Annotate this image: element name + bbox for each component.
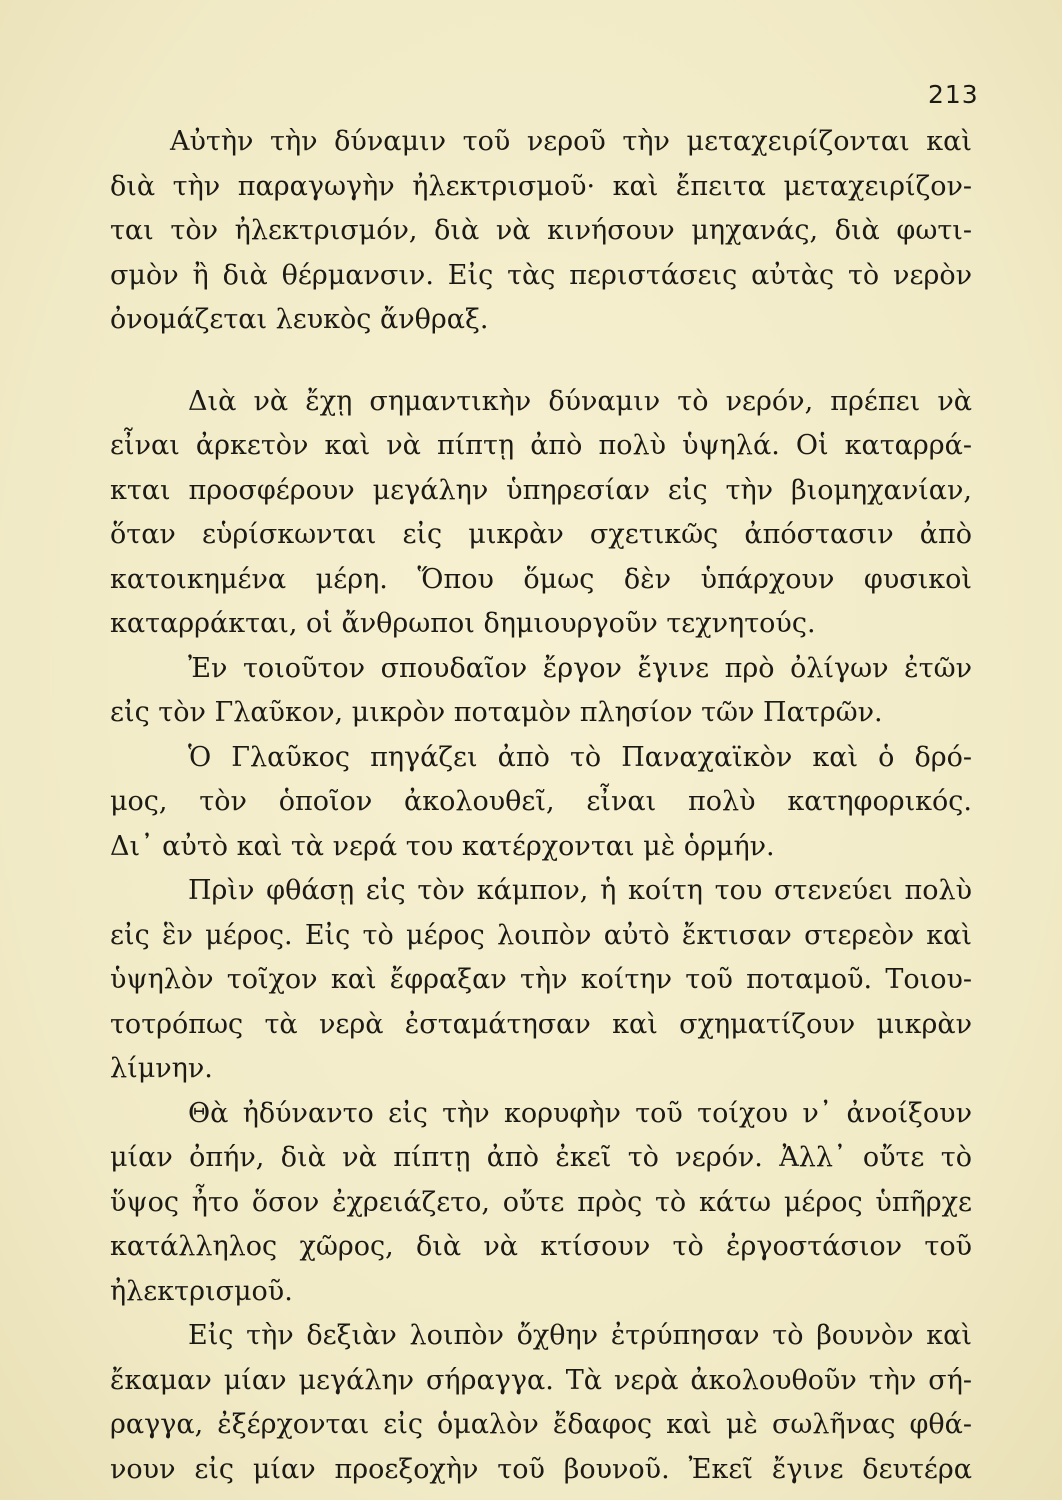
body-text (110, 120, 972, 1492)
paragraph-3 (110, 869, 972, 1092)
text-line: Εἰς τὴν δεξιὰν λοιπὸν ὄχθην ἐτρύπησαν τὸ βουνὸν καὶ (188, 1320, 972, 1351)
text-line: ἠλεκτρισμοῦ. (110, 1275, 293, 1307)
text-line: διὰ τὴν παραγωγὴν ἠλεκτρισμοῦ· καὶ ἔπειτα μεταχειρίζον- (110, 170, 972, 202)
text-line: λίμνην. (110, 1053, 213, 1084)
text-line: σμὸν ἢ διὰ θέρμανσιν. Εἰς τὰς περιστάσεις αὐτὰς τὸ νερὸν (110, 259, 972, 291)
text-line: ὑψηλὸν τοῖχον καὶ ἔφραξαν τὴν κοίτην τοῦ ποταμοῦ. Τοιου- (110, 964, 972, 995)
text-line: ὅταν εὑρίσκωνται εἰς μικρὰν σχετικῶς ἀπόστασιν ἀπὸ (110, 519, 972, 550)
text-line: Ἐν τοιοῦτον σπουδαῖον ἔργον ἔγινε πρὸ ὀλίγων ἐτῶν (188, 652, 972, 684)
text-line: ἔκαμαν μίαν μεγάλην σήραγγα. Τὰ νερὰ ἀκολουθοῦν τὴν σή- (110, 1364, 972, 1396)
text-line: ται τὸν ἠλεκτρισμόν, διὰ νὰ κινήσουν μηχανάς, διὰ φωτι- (110, 215, 972, 246)
text-line: εἰς τὸν Γλαῦκον, μικρὸν ποταμὸν πλησίον τῶν Πατρῶν. (110, 697, 883, 728)
text-line: Διὰ νὰ ἔχῃ σημαντικὴν δύναμιν τὸ νερόν, πρέπει νὰ (188, 385, 972, 417)
text-line: ὀνομάζεται λευκὸς ἄνθραξ. (110, 304, 489, 335)
text-line: Θὰ ἠδύναντο εἰς τὴν κορυφὴν τοῦ τοίχου ν᾿ ἀνοίξουν (188, 1097, 972, 1129)
text-line: ραγγα, ἐξέρχονται εἰς ὁμαλὸν ἔδαφος καὶ μὲ σωλῆνας φθά- (110, 1409, 972, 1440)
text-line: τοτρόπως τὰ νερὰ ἐσταμάτησαν καὶ σχηματίζουν μικρὰν (110, 1008, 972, 1040)
text-line: νουν εἰς μίαν προεξοχὴν τοῦ βουνοῦ. Ἐκεῖ ἔγινε δευτέρα (110, 1453, 972, 1485)
text-line: κατάλληλος χῶρος, διὰ νὰ κτίσουν τὸ ἐργοστάσιον τοῦ (110, 1231, 972, 1262)
text-line: Αὐτὴν τὴν δύναμιν τοῦ νεροῦ τὴν μεταχειρίζονται καὶ (170, 126, 972, 157)
text-line: κατοικημένα μέρη. Ὅπου ὅμως δὲν ὑπάρχουν φυσικοὶ (110, 563, 972, 595)
text-line: κται προσφέρουν μεγάλην ὑπηρεσίαν εἰς τὴν βιομηχανίαν, (110, 474, 972, 506)
text-line: εἰς ἓν μέρος. Εἰς τὸ μέρος λοιπὸν αὐτὸ ἔκτισαν στερεὸν καὶ (110, 919, 972, 951)
text-line: εἶναι ἀρκετὸν καὶ νὰ πίπτῃ ἀπὸ πολὺ ὑψηλά. Οἱ καταρρά- (110, 430, 972, 461)
page-number: 213 (928, 80, 979, 109)
text-line: καταρράκται, οἱ ἄνθρωποι δημιουργοῦν τεχνητούς. (110, 608, 816, 639)
paragraph-4 (110, 1092, 972, 1315)
paragraph-2 (110, 380, 972, 870)
text-line: Ὁ Γλαῦκος πηγάζει ἀπὸ τὸ Παναχαϊκὸν καὶ ὁ δρό- (188, 741, 972, 773)
text-line: ὕψος ἦτο ὅσον ἐχρειάζετο, οὔτε πρὸς τὸ κάτω μέρος ὑπῆρχε (110, 1186, 972, 1218)
paragraph-5 (110, 1314, 972, 1492)
text-line: Δι᾿ αὐτὸ καὶ τὰ νερά του κατέρχονται μὲ ὁρμήν. (110, 830, 775, 862)
paragraph-1 (110, 120, 972, 343)
text-line: μος, τὸν ὁποῖον ἀκολουθεῖ, εἶναι πολὺ κατηφορικός. (110, 786, 972, 817)
text-line: Πρὶν φθάσῃ εἰς τὸν κάμπον, ἡ κοίτη του στενεύει πολὺ (188, 875, 972, 906)
text-line: μίαν ὀπήν, διὰ νὰ πίπτῃ ἀπὸ ἐκεῖ τὸ νερόν. Ἀλλ᾿ οὔτε τὸ (110, 1142, 972, 1173)
